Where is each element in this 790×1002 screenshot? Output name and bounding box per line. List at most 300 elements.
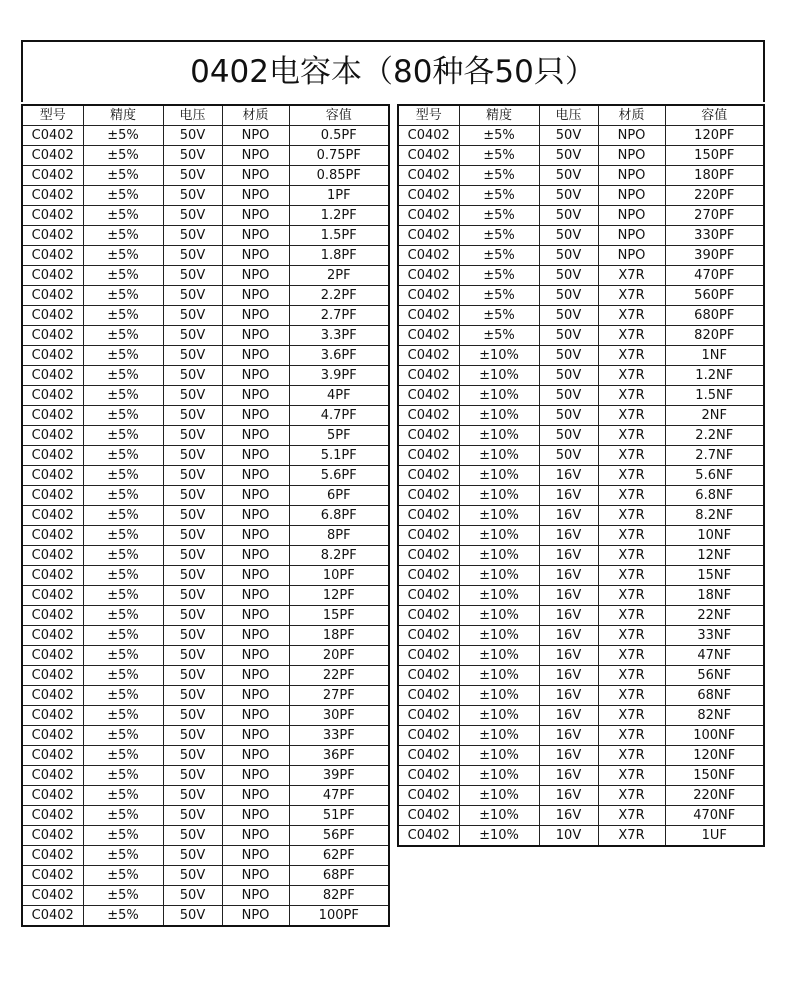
cell-material: X7R: [598, 346, 665, 366]
table-row: [398, 646, 764, 666]
header-capacitance: 容值: [289, 105, 389, 126]
cell-voltage: 10V: [539, 826, 598, 847]
cell-model: C0402: [22, 646, 83, 666]
cell-model: C0402: [22, 866, 83, 886]
cell-material: NPO: [598, 166, 665, 186]
table-row: [22, 746, 389, 766]
cell-model: C0402: [398, 786, 459, 806]
cell-capacitance: 10NF: [665, 526, 764, 546]
table-row: [22, 786, 389, 806]
table-row: [398, 266, 764, 286]
table-row: [22, 306, 389, 326]
cell-voltage: 16V: [539, 786, 598, 806]
cell-voltage: 50V: [539, 126, 598, 146]
cell-material: X7R: [598, 606, 665, 626]
cell-model: C0402: [398, 186, 459, 206]
cell-capacitance: 150PF: [665, 146, 764, 166]
table-row: [398, 606, 764, 626]
cell-model: C0402: [22, 566, 83, 586]
cell-model: C0402: [398, 426, 459, 446]
cell-capacitance: 6PF: [289, 486, 389, 506]
table-row: [22, 246, 389, 266]
table-row: [22, 146, 389, 166]
table-row: [398, 506, 764, 526]
cell-tolerance: ±10%: [459, 706, 539, 726]
header-voltage: 电压: [163, 105, 222, 126]
cell-voltage: 50V: [163, 286, 222, 306]
cell-model: C0402: [398, 726, 459, 746]
cell-capacitance: 20PF: [289, 646, 389, 666]
cell-capacitance: 36PF: [289, 746, 389, 766]
cell-model: C0402: [398, 326, 459, 346]
cell-voltage: 50V: [539, 186, 598, 206]
cell-tolerance: ±5%: [83, 886, 163, 906]
table-row: [398, 786, 764, 806]
cell-material: X7R: [598, 566, 665, 586]
table-row: [398, 126, 764, 146]
cell-material: NPO: [222, 786, 289, 806]
cell-tolerance: ±10%: [459, 666, 539, 686]
cell-model: C0402: [22, 806, 83, 826]
cell-voltage: 50V: [163, 566, 222, 586]
cell-model: C0402: [398, 406, 459, 426]
cell-material: X7R: [598, 526, 665, 546]
header-material: 材质: [598, 105, 665, 126]
cell-tolerance: ±5%: [459, 266, 539, 286]
cell-capacitance: 33PF: [289, 726, 389, 746]
table-row: [22, 286, 389, 306]
cell-tolerance: ±10%: [459, 366, 539, 386]
cell-capacitance: 68PF: [289, 866, 389, 886]
cell-tolerance: ±5%: [459, 306, 539, 326]
cell-material: NPO: [222, 346, 289, 366]
table-row: [398, 826, 764, 847]
cell-voltage: 50V: [163, 646, 222, 666]
cell-voltage: 50V: [163, 866, 222, 886]
cell-capacitance: 120NF: [665, 746, 764, 766]
cell-capacitance: 220NF: [665, 786, 764, 806]
cell-model: C0402: [22, 206, 83, 226]
cell-model: C0402: [22, 846, 83, 866]
header-capacitance: 容值: [665, 105, 764, 126]
table-row: [22, 326, 389, 346]
table-row: [22, 666, 389, 686]
cell-capacitance: 100PF: [289, 906, 389, 927]
table-row: [22, 586, 389, 606]
cell-tolerance: ±10%: [459, 386, 539, 406]
cell-material: NPO: [222, 826, 289, 846]
table-row: [22, 886, 389, 906]
cell-voltage: 50V: [163, 126, 222, 146]
cell-material: NPO: [222, 186, 289, 206]
cell-material: X7R: [598, 286, 665, 306]
table-row: [398, 366, 764, 386]
cell-material: NPO: [222, 446, 289, 466]
cell-voltage: 50V: [163, 806, 222, 826]
cell-capacitance: 4.7PF: [289, 406, 389, 426]
table-row: [22, 206, 389, 226]
cell-tolerance: ±5%: [83, 766, 163, 786]
table-row: [398, 306, 764, 326]
cell-voltage: 50V: [539, 266, 598, 286]
cell-capacitance: 1.5PF: [289, 226, 389, 246]
cell-tolerance: ±5%: [83, 206, 163, 226]
cell-tolerance: ±5%: [83, 486, 163, 506]
table-row: [22, 266, 389, 286]
table-row: [22, 406, 389, 426]
cell-capacitance: 390PF: [665, 246, 764, 266]
cell-voltage: 50V: [163, 586, 222, 606]
capacitor-table-left: [21, 104, 390, 927]
cell-capacitance: 2.7PF: [289, 306, 389, 326]
table-row: [22, 506, 389, 526]
cell-capacitance: 2.7NF: [665, 446, 764, 466]
table-row: [22, 446, 389, 466]
cell-tolerance: ±10%: [459, 446, 539, 466]
cell-material: NPO: [222, 326, 289, 346]
cell-material: NPO: [222, 726, 289, 746]
cell-model: C0402: [398, 526, 459, 546]
cell-voltage: 50V: [163, 846, 222, 866]
table-row: [22, 606, 389, 626]
cell-tolerance: ±5%: [83, 146, 163, 166]
cell-material: X7R: [598, 686, 665, 706]
table-row: [398, 806, 764, 826]
cell-voltage: 50V: [163, 226, 222, 246]
cell-material: NPO: [222, 506, 289, 526]
cell-capacitance: 6.8PF: [289, 506, 389, 526]
cell-model: C0402: [22, 266, 83, 286]
cell-model: C0402: [22, 886, 83, 906]
cell-model: C0402: [398, 306, 459, 326]
cell-material: NPO: [598, 206, 665, 226]
cell-model: C0402: [398, 286, 459, 306]
cell-voltage: 16V: [539, 766, 598, 786]
table-row: [398, 566, 764, 586]
cell-tolerance: ±5%: [83, 806, 163, 826]
cell-model: C0402: [22, 166, 83, 186]
cell-material: NPO: [222, 166, 289, 186]
table-row: [398, 626, 764, 646]
cell-tolerance: ±5%: [83, 386, 163, 406]
table-row: [398, 166, 764, 186]
cell-capacitance: 4PF: [289, 386, 389, 406]
table-row: [22, 626, 389, 646]
cell-model: C0402: [22, 386, 83, 406]
cell-voltage: 16V: [539, 686, 598, 706]
table-row: [398, 466, 764, 486]
cell-voltage: 50V: [539, 386, 598, 406]
cell-capacitance: 62PF: [289, 846, 389, 866]
cell-tolerance: ±5%: [83, 626, 163, 646]
cell-tolerance: ±5%: [83, 526, 163, 546]
cell-capacitance: 5.6NF: [665, 466, 764, 486]
cell-model: C0402: [22, 706, 83, 726]
cell-voltage: 50V: [539, 326, 598, 346]
cell-material: X7R: [598, 326, 665, 346]
cell-model: C0402: [398, 446, 459, 466]
cell-model: C0402: [398, 466, 459, 486]
cell-model: C0402: [22, 586, 83, 606]
cell-model: C0402: [22, 686, 83, 706]
cell-voltage: 50V: [539, 366, 598, 386]
cell-model: C0402: [398, 646, 459, 666]
cell-material: NPO: [222, 806, 289, 826]
cell-tolerance: ±5%: [83, 866, 163, 886]
cell-voltage: 16V: [539, 646, 598, 666]
cell-tolerance: ±5%: [83, 286, 163, 306]
cell-material: X7R: [598, 446, 665, 466]
cell-capacitance: 6.8NF: [665, 486, 764, 506]
cell-model: C0402: [22, 526, 83, 546]
cell-tolerance: ±5%: [83, 446, 163, 466]
cell-voltage: 50V: [163, 506, 222, 526]
cell-tolerance: ±10%: [459, 786, 539, 806]
table-row: [22, 426, 389, 446]
cell-voltage: 50V: [539, 146, 598, 166]
cell-material: X7R: [598, 666, 665, 686]
table-row: [22, 486, 389, 506]
cell-capacitance: 33NF: [665, 626, 764, 646]
cell-capacitance: 120PF: [665, 126, 764, 146]
cell-voltage: 50V: [163, 666, 222, 686]
table-row: [22, 546, 389, 566]
table-row: [398, 346, 764, 366]
cell-capacitance: 8PF: [289, 526, 389, 546]
table-row: [22, 566, 389, 586]
cell-material: NPO: [598, 126, 665, 146]
cell-capacitance: 150NF: [665, 766, 764, 786]
cell-tolerance: ±10%: [459, 526, 539, 546]
cell-material: X7R: [598, 486, 665, 506]
cell-capacitance: 470PF: [665, 266, 764, 286]
cell-voltage: 50V: [163, 706, 222, 726]
cell-material: NPO: [598, 226, 665, 246]
cell-tolerance: ±5%: [83, 466, 163, 486]
cell-voltage: 16V: [539, 666, 598, 686]
cell-capacitance: 680PF: [665, 306, 764, 326]
cell-tolerance: ±5%: [83, 666, 163, 686]
cell-material: NPO: [222, 426, 289, 446]
cell-voltage: 50V: [539, 426, 598, 446]
cell-tolerance: ±5%: [83, 746, 163, 766]
cell-material: NPO: [222, 206, 289, 226]
cell-capacitance: 1.2NF: [665, 366, 764, 386]
cell-material: NPO: [222, 126, 289, 146]
cell-tolerance: ±5%: [459, 246, 539, 266]
cell-material: NPO: [598, 186, 665, 206]
cell-tolerance: ±5%: [83, 366, 163, 386]
cell-tolerance: ±10%: [459, 726, 539, 746]
cell-model: C0402: [22, 726, 83, 746]
cell-voltage: 50V: [163, 326, 222, 346]
cell-model: C0402: [398, 386, 459, 406]
cell-capacitance: 0.75PF: [289, 146, 389, 166]
cell-voltage: 50V: [163, 386, 222, 406]
cell-voltage: 16V: [539, 486, 598, 506]
cell-capacitance: 56PF: [289, 826, 389, 846]
cell-capacitance: 180PF: [665, 166, 764, 186]
cell-capacitance: 47PF: [289, 786, 389, 806]
table-row: [22, 366, 389, 386]
cell-voltage: 50V: [163, 306, 222, 326]
cell-capacitance: 22PF: [289, 666, 389, 686]
cell-model: C0402: [22, 426, 83, 446]
cell-material: NPO: [222, 566, 289, 586]
table-row: [398, 246, 764, 266]
cell-voltage: 50V: [539, 166, 598, 186]
table-row: [398, 706, 764, 726]
header-tolerance: 精度: [459, 105, 539, 126]
table-row: [22, 646, 389, 666]
cell-model: C0402: [22, 826, 83, 846]
cell-capacitance: 0.85PF: [289, 166, 389, 186]
cell-voltage: 16V: [539, 746, 598, 766]
header-material: 材质: [222, 105, 289, 126]
cell-capacitance: 82NF: [665, 706, 764, 726]
cell-model: C0402: [398, 266, 459, 286]
cell-voltage: 50V: [539, 286, 598, 306]
cell-capacitance: 1.5NF: [665, 386, 764, 406]
cell-voltage: 50V: [539, 346, 598, 366]
cell-material: X7R: [598, 586, 665, 606]
cell-model: C0402: [398, 166, 459, 186]
cell-capacitance: 56NF: [665, 666, 764, 686]
cell-material: NPO: [598, 246, 665, 266]
cell-voltage: 16V: [539, 526, 598, 546]
cell-tolerance: ±5%: [83, 706, 163, 726]
cell-material: X7R: [598, 806, 665, 826]
cell-capacitance: 15PF: [289, 606, 389, 626]
cell-material: NPO: [222, 586, 289, 606]
cell-capacitance: 2PF: [289, 266, 389, 286]
cell-capacitance: 220PF: [665, 186, 764, 206]
cell-capacitance: 18PF: [289, 626, 389, 646]
cell-material: NPO: [222, 386, 289, 406]
cell-model: C0402: [398, 706, 459, 726]
cell-tolerance: ±5%: [83, 426, 163, 446]
cell-tolerance: ±10%: [459, 806, 539, 826]
cell-capacitance: 82PF: [289, 886, 389, 906]
cell-voltage: 50V: [163, 366, 222, 386]
cell-tolerance: ±5%: [83, 566, 163, 586]
cell-model: C0402: [22, 786, 83, 806]
cell-material: X7R: [598, 786, 665, 806]
cell-capacitance: 30PF: [289, 706, 389, 726]
cell-model: C0402: [22, 766, 83, 786]
table-row: [22, 806, 389, 826]
cell-model: C0402: [22, 546, 83, 566]
cell-model: C0402: [398, 686, 459, 706]
cell-voltage: 50V: [163, 466, 222, 486]
cell-tolerance: ±5%: [83, 906, 163, 927]
cell-material: NPO: [222, 306, 289, 326]
cell-material: NPO: [222, 266, 289, 286]
cell-material: NPO: [222, 406, 289, 426]
cell-tolerance: ±5%: [83, 586, 163, 606]
cell-capacitance: 1NF: [665, 346, 764, 366]
table-row: [398, 526, 764, 546]
cell-model: C0402: [22, 446, 83, 466]
cell-voltage: 50V: [163, 526, 222, 546]
cell-tolerance: ±10%: [459, 506, 539, 526]
table-row: [398, 426, 764, 446]
cell-material: X7R: [598, 306, 665, 326]
table-row: [398, 186, 764, 206]
cell-capacitance: 1UF: [665, 826, 764, 847]
cell-material: X7R: [598, 546, 665, 566]
table-row: [398, 206, 764, 226]
cell-voltage: 16V: [539, 626, 598, 646]
cell-tolerance: ±10%: [459, 766, 539, 786]
cell-capacitance: 10PF: [289, 566, 389, 586]
cell-voltage: 50V: [539, 406, 598, 426]
cell-capacitance: 820PF: [665, 326, 764, 346]
table-row: [22, 166, 389, 186]
cell-model: C0402: [398, 506, 459, 526]
page-title: 0402电容本（80种各50只）: [190, 54, 596, 90]
cell-model: C0402: [22, 466, 83, 486]
cell-model: C0402: [22, 666, 83, 686]
cell-voltage: 50V: [539, 246, 598, 266]
cell-tolerance: ±5%: [83, 646, 163, 666]
table-row: [22, 866, 389, 886]
cell-voltage: 16V: [539, 566, 598, 586]
cell-model: C0402: [22, 286, 83, 306]
cell-material: NPO: [222, 606, 289, 626]
table-row: [398, 586, 764, 606]
cell-model: C0402: [22, 906, 83, 927]
cell-model: C0402: [398, 626, 459, 646]
cell-model: C0402: [398, 226, 459, 246]
cell-model: C0402: [398, 146, 459, 166]
cell-material: X7R: [598, 406, 665, 426]
cell-material: X7R: [598, 646, 665, 666]
cell-material: NPO: [222, 866, 289, 886]
cell-voltage: 50V: [163, 206, 222, 226]
cell-model: C0402: [398, 126, 459, 146]
cell-tolerance: ±10%: [459, 546, 539, 566]
cell-voltage: 16V: [539, 726, 598, 746]
header-tolerance: 精度: [83, 105, 163, 126]
cell-tolerance: ±10%: [459, 646, 539, 666]
cell-material: NPO: [222, 706, 289, 726]
table-row: [22, 386, 389, 406]
cell-model: C0402: [398, 246, 459, 266]
cell-tolerance: ±5%: [83, 326, 163, 346]
cell-voltage: 50V: [163, 406, 222, 426]
cell-model: C0402: [22, 506, 83, 526]
cell-material: X7R: [598, 366, 665, 386]
cell-capacitance: 5.1PF: [289, 446, 389, 466]
cell-voltage: 50V: [163, 606, 222, 626]
cell-model: C0402: [22, 246, 83, 266]
cell-model: C0402: [398, 206, 459, 226]
cell-voltage: 16V: [539, 546, 598, 566]
cell-capacitance: 18NF: [665, 586, 764, 606]
table-row: [22, 706, 389, 726]
cell-tolerance: ±10%: [459, 826, 539, 847]
cell-tolerance: ±10%: [459, 466, 539, 486]
cell-capacitance: 560PF: [665, 286, 764, 306]
capacitor-table-right: [397, 104, 765, 847]
cell-tolerance: ±5%: [459, 326, 539, 346]
cell-tolerance: ±5%: [83, 346, 163, 366]
table-row: [398, 226, 764, 246]
cell-voltage: 50V: [163, 786, 222, 806]
cell-model: C0402: [398, 606, 459, 626]
cell-tolerance: ±5%: [83, 266, 163, 286]
